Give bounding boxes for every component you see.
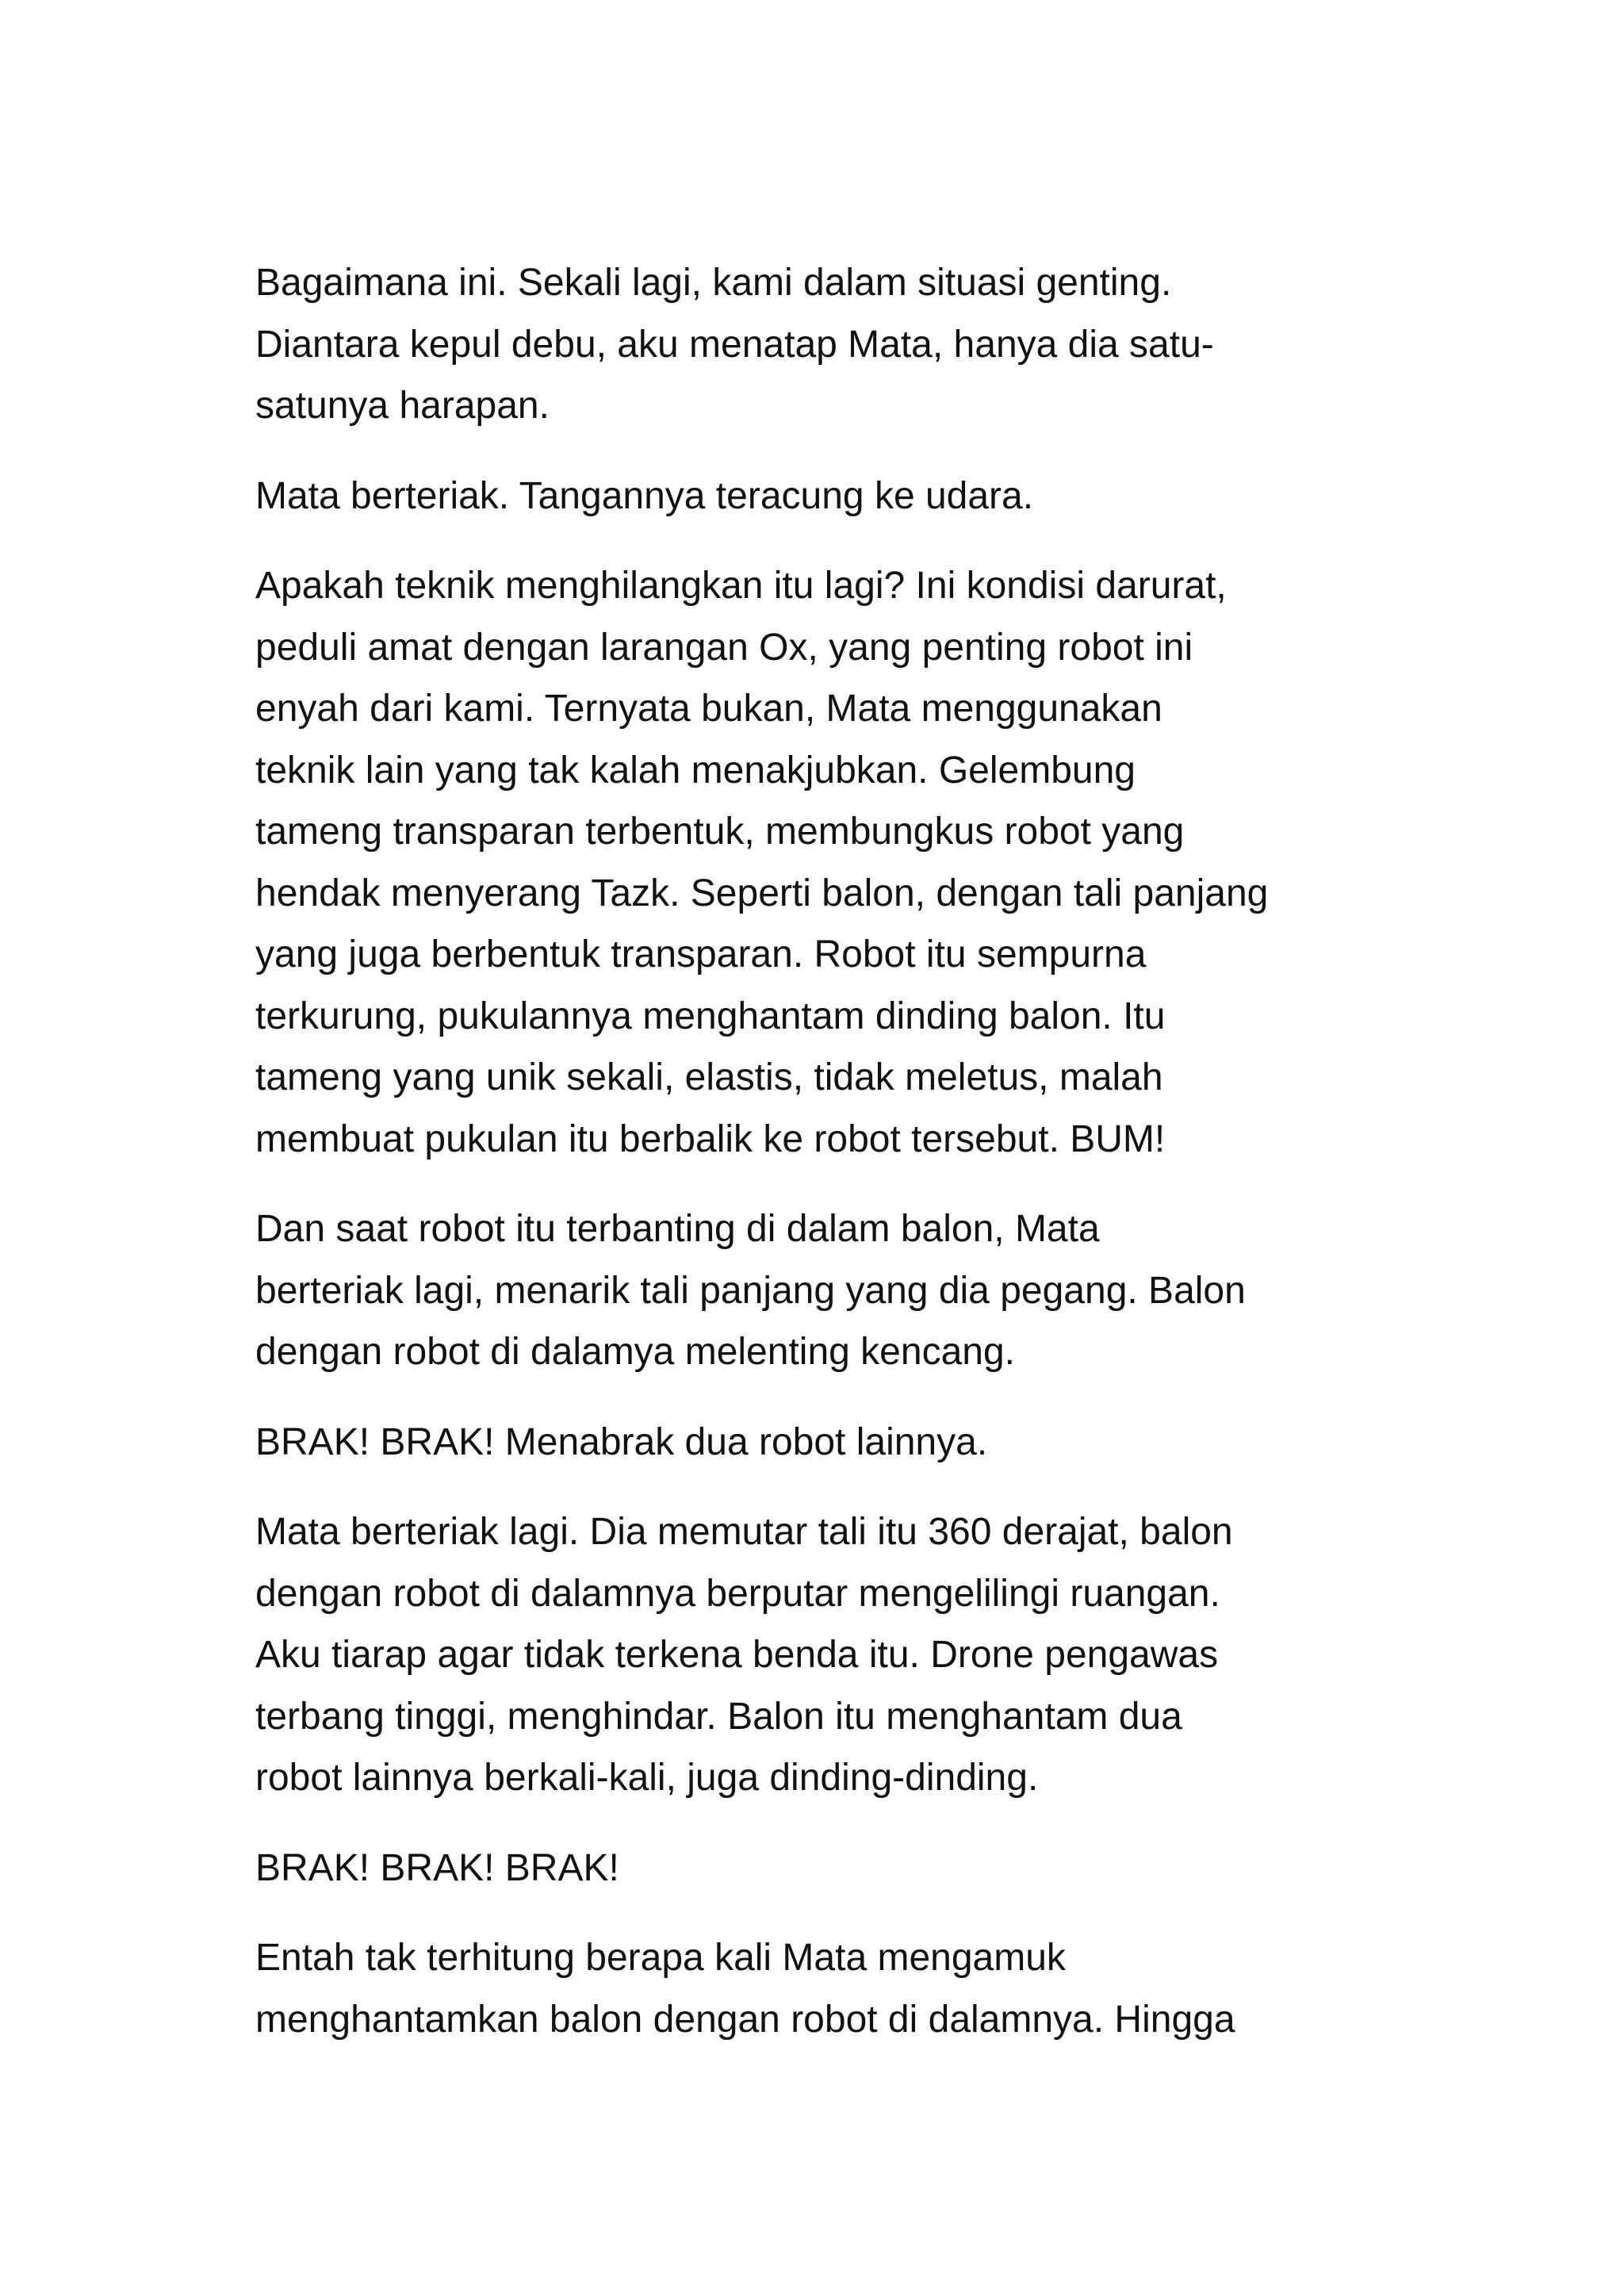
paragraph-3: [255, 555, 1413, 1170]
text-line: terbang tinggi, menghindar. Balon itu menghantam dua: [255, 1695, 1182, 1738]
text-line: robot lainnya berkali-kali, juga dinding-dinding.: [255, 1757, 1039, 1799]
text-line: Diantara kepul debu, aku menatap Mata, hanya dia satu-: [255, 323, 1214, 366]
text-line: Apakah teknik menghilangkan itu lagi? Ini kondisi darurat,: [255, 565, 1227, 607]
paragraph-4: [255, 1198, 1413, 1383]
text-line: berteriak lagi, menarik tali panjang yang dia pegang. Balon: [255, 1269, 1246, 1312]
text-line: dengan robot di dalamnya berputar mengelilingi ruangan.: [255, 1572, 1220, 1615]
text-line: membuat pukulan itu berbalik ke robot tersebut. BUM!: [255, 1117, 1166, 1160]
text-line: Mata berteriak lagi. Dia memutar tali itu 360 derajat, balon: [255, 1511, 1233, 1553]
text-line: BRAK! BRAK! BRAK!: [255, 1846, 619, 1889]
text-line: menghantamkan balon dengan robot di dalamnya. Hingga: [255, 1998, 1235, 2041]
text-line: yang juga berbentuk transparan. Robot itu sempurna: [255, 933, 1147, 976]
text-line: satunya harapan.: [255, 385, 550, 427]
story-text: [255, 252, 1413, 2079]
paragraph-1: [255, 252, 1413, 437]
text-line: enyah dari kami. Ternyata bukan, Mata menggunakan: [255, 688, 1162, 730]
text-line: Dan saat robot itu terbanting di dalam balon, Mata: [255, 1208, 1100, 1250]
text-line: Entah tak terhitung berapa kali Mata mengamuk: [255, 1937, 1066, 1979]
paragraph-8: [255, 1927, 1413, 2050]
paragraph-2: [255, 466, 1413, 527]
text-line: dengan robot di dalamya melenting kencang.: [255, 1331, 1015, 1373]
text-line: terkurung, pukulannya menghantam dinding balon. Itu: [255, 995, 1166, 1037]
text-line: hendak menyerang Tazk. Seperti balon, dengan tali panjang: [255, 872, 1269, 914]
text-line: tameng yang unik sekali, elastis, tidak meletus, malah: [255, 1056, 1163, 1098]
text-line: Mata berteriak. Tangannya teracung ke udara.: [255, 474, 1034, 517]
text-line: Aku tiarap agar tidak terkena benda itu. Drone pengawas: [255, 1634, 1219, 1676]
text-line: teknik lain yang tak kalah menakjubkan. Gelembung: [255, 749, 1136, 792]
paragraph-7: [255, 1838, 1413, 1899]
text-line: peduli amat dengan larangan Ox, yang penting robot ini: [255, 626, 1193, 669]
text-line: BRAK! BRAK! Menabrak dua robot lainnya.: [255, 1420, 988, 1463]
paragraph-6: [255, 1501, 1413, 1809]
text-line: tameng transparan terbentuk, membungkus robot yang: [255, 811, 1185, 853]
text-line: Bagaimana ini. Sekali lagi, kami dalam situasi genting.: [255, 262, 1172, 304]
paragraph-5: [255, 1412, 1413, 1474]
